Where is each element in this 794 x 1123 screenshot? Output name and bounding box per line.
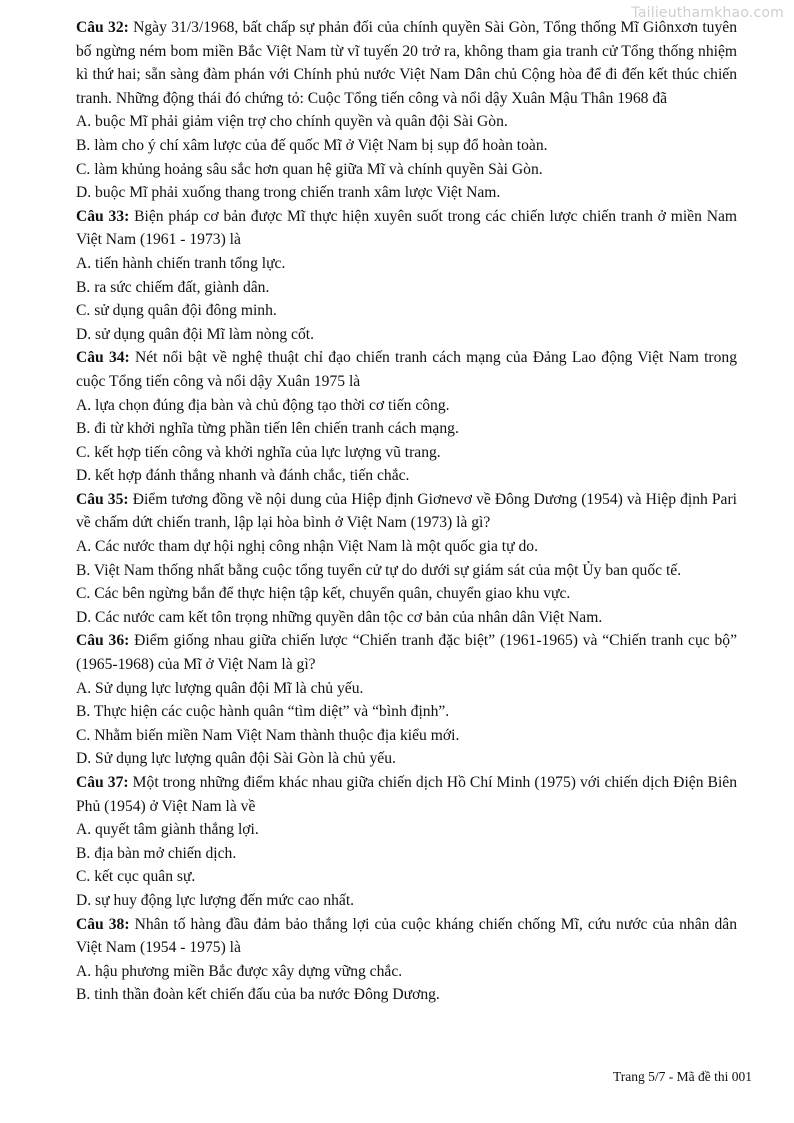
answer-option: C. kết hợp tiến công và khởi nghĩa của lực lượng vũ trang.: [76, 443, 441, 461]
answer-option: B. Việt Nam thống nhất bằng cuộc tổng tuyển cử tự do dưới sự giám sát của một Ủy ban quốc tế.: [76, 561, 682, 579]
question-text: Biện pháp cơ bản được Mĩ thực hiện xuyên suốt trong các chiến lược chiến tranh ở miền Nam Việt Nam (1961 - 1973) là: [76, 207, 737, 249]
question-block: [76, 205, 737, 347]
question-number: Câu 37:: [76, 774, 129, 791]
watermark: Tailieuthamkhao.com: [631, 5, 784, 21]
answer-option: B. làm cho ý chí xâm lược của đế quốc Mĩ ở Việt Nam bị sụp đổ hoàn toàn.: [76, 136, 548, 154]
question-text: Điểm giống nhau giữa chiến lược “Chiến tranh đặc biệt” (1961-1965) và “Chiến tranh cục bộ” (1965-1968) của Mĩ ở Việt Nam là gì?: [76, 632, 738, 674]
answer-option: B. ra sức chiếm đất, giành dân.: [76, 278, 270, 296]
answer-option: B. tinh thần đoàn kết chiến đấu của ba nước Đông Dương.: [76, 986, 440, 1004]
question-number: Câu 35:: [76, 490, 129, 508]
question-block: [76, 346, 737, 488]
question-number: Câu 33:: [76, 207, 130, 225]
question-stem: [76, 913, 737, 960]
question-number: Câu 34:: [76, 349, 130, 367]
page-footer: Trang 5/7 - Mã đề thi 001: [613, 1069, 752, 1084]
answer-option: D. kết hợp đánh thắng nhanh và đánh chắc, tiến chắc.: [76, 467, 410, 485]
answer-option: B. đi từ khởi nghĩa từng phần tiến lên chiến tranh cách mạng.: [76, 420, 459, 438]
answer-option: C. Các bên ngừng bắn để thực hiện tập kết, chuyển quân, chuyển giao khu vực.: [76, 585, 571, 603]
answer-option: A. lựa chọn đúng địa bàn và chủ động tạo thời cơ tiến công.: [76, 396, 450, 414]
question-stem: [76, 16, 737, 110]
answer-option: A. hậu phương miền Bắc được xây dựng vững chắc.: [76, 962, 403, 980]
question-block: [76, 913, 737, 1007]
answer-option: C. sử dụng quân đội đông minh.: [76, 302, 277, 320]
answer-option: A. Sử dụng lực lượng quân đội Mĩ là chủ yếu.: [76, 679, 364, 697]
question-number: Câu 36:: [76, 632, 130, 650]
question-block: [76, 629, 737, 771]
question-number: Câu 32:: [76, 19, 129, 36]
answer-option: A. Các nước tham dự hội nghị công nhận Việt Nam là một quốc gia tự do.: [76, 538, 538, 556]
question-text: Nét nổi bật về nghệ thuật chỉ đạo chiến tranh cách mạng của Đảng Lao động Việt Nam trong cuộc Tổng tiến công và nổi dậy Xuân 1975 là: [76, 349, 738, 390]
question-text: Nhân tố hàng đầu đảm bảo thắng lợi của cuộc kháng chiến chống Mĩ, cứu nước của nhân dân Việt Nam (1954 - 1975) là: [76, 915, 737, 957]
question-block: [76, 488, 737, 630]
question-stem: [76, 771, 737, 818]
answer-option: A. quyết tâm giành thắng lợi.: [76, 821, 259, 839]
question-stem: [76, 346, 737, 393]
answer-option: C. kết cục quân sự.: [76, 868, 196, 886]
question-text: Điểm tương đồng về nội dung của Hiệp định Giơnevơ về Đông Dương (1954) và Hiệp định Pari về chấm dứt chiến tranh, lập lại hòa bình ở Việt Nam (1973) là gì?: [76, 490, 737, 532]
question-list: [76, 16, 737, 1007]
answer-option: D. sự huy động lực lượng đến mức cao nhất.: [76, 891, 355, 909]
answer-option: D. Các nước cam kết tôn trọng những quyền dân tộc cơ bản của nhân dân Việt Nam.: [76, 608, 603, 626]
answer-option: B. địa bàn mở chiến dịch.: [76, 844, 237, 862]
question-text: Một trong những điểm khác nhau giữa chiến dịch Hồ Chí Minh (1975) với chiến dịch Điện Biên Phủ (1954) ở Việt Nam là về: [76, 774, 738, 815]
question-block: [76, 771, 737, 913]
answer-option: D. buộc Mĩ phải xuống thang trong chiến tranh xâm lược Việt Nam.: [76, 184, 501, 202]
question-number: Câu 38:: [76, 915, 130, 933]
answer-option: D. Sử dụng lực lượng quân đội Sài Gòn là chủ yếu.: [76, 750, 396, 768]
question-stem: [76, 205, 737, 252]
question-text: Ngày 31/3/1968, bất chấp sự phản đối của chính quyền Sài Gòn, Tổng thống Mĩ Giônxơn tuyên bố ngừng ném bom miền Bắc Việt Nam từ vĩ tuyến 20 trở ra, không tham gia tranh cử Tổng thống nhiệm kì thứ hai; sẵn sàng đàm phán với Chính phủ nước Việt Nam Dân chủ Cộng hòa để đi đến kết thúc chiến tranh. Những động thái đó chứng tỏ: Cuộc Tổng tiến công và nổi dậy Xuân Mậu Thân 1968 đã: [76, 19, 737, 107]
question-stem: [76, 488, 737, 535]
answer-option: C. làm khủng hoảng sâu sắc hơn quan hệ giữa Mĩ và chính quyền Sài Gòn.: [76, 160, 543, 178]
answer-option: D. sử dụng quân đội Mĩ làm nòng cốt.: [76, 325, 315, 343]
answer-option: A. tiến hành chiến tranh tổng lực.: [76, 254, 286, 272]
answer-option: B. Thực hiện các cuộc hành quân “tìm diệt” và “bình định”.: [76, 703, 450, 721]
question-stem: [76, 629, 737, 676]
question-block: [76, 16, 737, 205]
answer-option: A. buộc Mĩ phải giảm viện trợ cho chính quyền và quân đội Sài Gòn.: [76, 113, 508, 131]
answer-option: C. Nhằm biến miền Nam Việt Nam thành thuộc địa kiểu mới.: [76, 726, 460, 744]
